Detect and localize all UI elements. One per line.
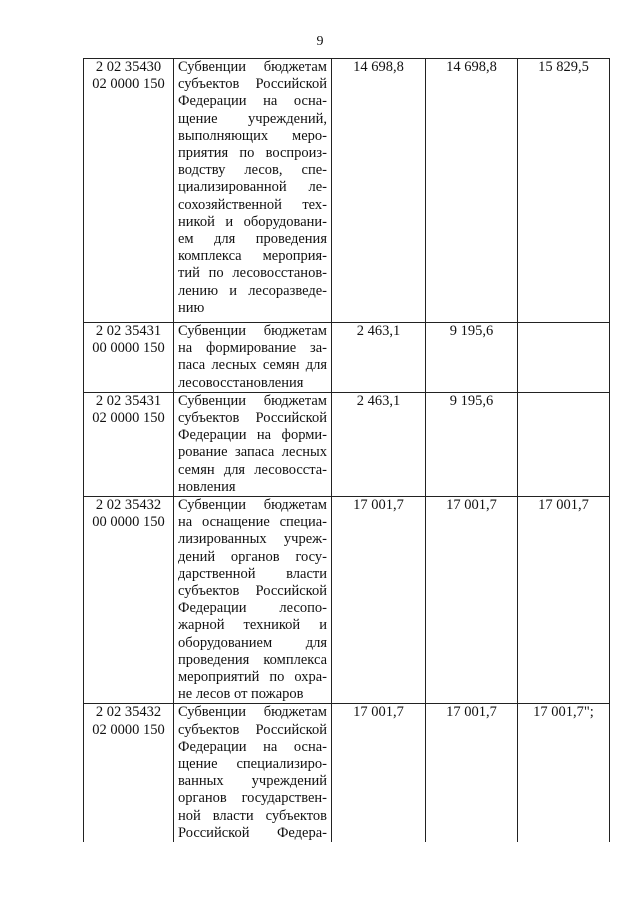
description-line: никой и оборудовани- — [178, 213, 327, 230]
description-line: Федерации на осна- — [178, 93, 327, 110]
description-line: дарственной власти — [178, 565, 327, 582]
amount-cell-1: 2 463,1 — [332, 392, 426, 496]
description-line: щение специализиро- — [178, 756, 327, 773]
description-line: комплекса мероприя- — [178, 248, 327, 265]
description-line: ем для проведения — [178, 231, 327, 248]
description-line: субъектов Российской — [178, 583, 327, 600]
description-line: Федерации лесопо- — [178, 600, 327, 617]
budget-code-cell — [84, 704, 174, 842]
amount-cell-1: 17 001,7 — [332, 704, 426, 842]
description-line: новления — [178, 478, 236, 495]
code-line: 2 02 35431 — [95, 392, 162, 409]
amount-cell-2: 9 195,6 — [426, 392, 518, 496]
description-line: лению и лесоразведе- — [178, 282, 327, 299]
description-line: выполняющих меро- — [178, 127, 327, 144]
code-line: 02 0000 150 — [92, 721, 165, 738]
page-number: 9 — [316, 34, 324, 49]
code-line: 00 0000 150 — [92, 514, 165, 531]
description-line: мероприятий по охра- — [178, 669, 327, 686]
code-line: 2 02 35430 — [95, 59, 162, 75]
amount-cell-3: 17 001,7 — [518, 497, 610, 704]
description-line: Федерации на форми- — [178, 427, 327, 444]
description-line: Российской Федера- — [178, 824, 327, 841]
description-line: на формирование за- — [178, 340, 327, 357]
description-line: водству лесов, спе- — [178, 162, 327, 179]
description-line: рование запаса лесных — [178, 444, 327, 461]
table-row — [84, 59, 610, 323]
description-line: семян для лесовосста- — [178, 461, 327, 478]
budget-table — [83, 58, 610, 842]
code-line: 02 0000 150 — [92, 76, 165, 93]
description-line: субъектов Российской — [178, 721, 327, 738]
description-line: щение учреждений, — [178, 110, 327, 127]
description-cell — [174, 323, 332, 393]
budget-code-cell — [84, 59, 174, 323]
code-line: 02 0000 150 — [92, 410, 165, 427]
description-line: нию — [178, 299, 205, 316]
description-line: ванных учреждений — [178, 773, 327, 790]
description-line: тий по лесовосстанов- — [178, 265, 327, 282]
amount-cell-3: 17 001,7"; — [518, 704, 610, 842]
table-row — [84, 704, 610, 842]
description-line: органов государствен- — [178, 790, 327, 807]
table-row — [84, 392, 610, 496]
amount-cell-2: 17 001,7 — [426, 497, 518, 704]
description-line: дений органов госу- — [178, 548, 327, 565]
description-cell — [174, 392, 332, 496]
description-line: оборудованием для — [178, 634, 327, 651]
description-line: Субвенции бюджетам — [178, 323, 327, 339]
code-line: 2 02 35432 — [95, 497, 162, 514]
code-line: 2 02 35432 — [95, 704, 162, 721]
amount-cell-3 — [518, 392, 610, 496]
description-line: лесовосстановления — [178, 374, 304, 391]
description-line: лизированных учреж- — [178, 531, 327, 548]
amount-cell-2: 14 698,8 — [426, 59, 518, 323]
description-line: паса лесных семян для — [178, 357, 327, 374]
description-line: ной власти субъектов — [178, 807, 327, 824]
description-cell — [174, 59, 332, 323]
budget-code-cell — [84, 323, 174, 393]
table-row — [84, 323, 610, 393]
code-line: 2 02 35431 — [95, 323, 162, 339]
code-line: 00 0000 150 — [92, 340, 165, 357]
amount-cell-2: 9 195,6 — [426, 323, 518, 393]
table-row — [84, 497, 610, 704]
description-line: Федерации на осна- — [178, 738, 327, 755]
amount-cell-1: 2 463,1 — [332, 323, 426, 393]
amount-cell-3: 15 829,5 — [518, 59, 610, 323]
description-cell — [174, 704, 332, 842]
amount-cell-3 — [518, 323, 610, 393]
description-line: жарной техникой и — [178, 617, 327, 634]
description-line: проведения комплекса — [178, 651, 327, 668]
description-cell — [174, 497, 332, 704]
description-line: на оснащение специа- — [178, 514, 327, 531]
amount-cell-1: 17 001,7 — [332, 497, 426, 704]
description-line: приятия по воспроиз- — [178, 145, 327, 162]
description-line: субъектов Российской — [178, 410, 327, 427]
description-line: Субвенции бюджетам — [178, 704, 327, 721]
amount-cell-1: 14 698,8 — [332, 59, 426, 323]
budget-code-cell — [84, 392, 174, 496]
description-line: циализированной ле- — [178, 179, 327, 196]
description-line: не лесов от пожаров — [178, 686, 304, 703]
description-line: субъектов Российской — [178, 76, 327, 93]
amount-cell-2: 17 001,7 — [426, 704, 518, 842]
description-line: Субвенции бюджетам — [178, 392, 327, 409]
description-line: Субвенции бюджетам — [178, 59, 327, 75]
description-line: сохозяйственной тех- — [178, 196, 327, 213]
description-line: Субвенции бюджетам — [178, 497, 327, 514]
budget-code-cell — [84, 497, 174, 704]
